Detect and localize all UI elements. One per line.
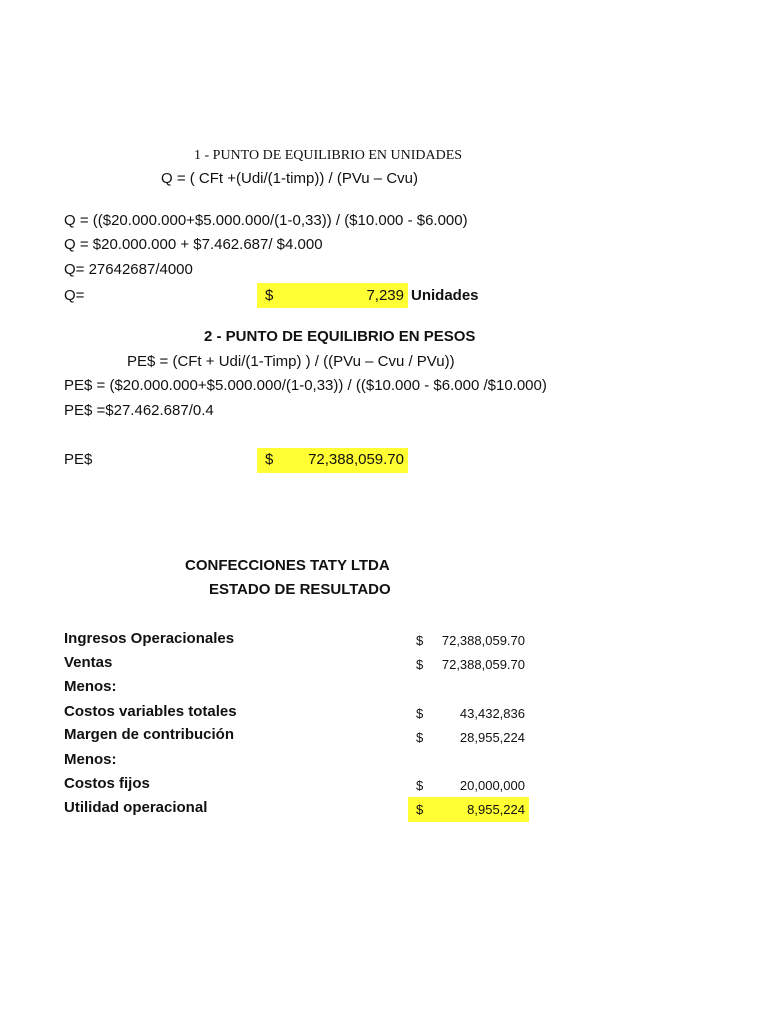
- section2-result-label: PE$: [64, 451, 93, 468]
- section1-title: 1 - PUNTO DE EQUILIBRIO EN UNIDADES: [194, 148, 463, 163]
- section2-result-value: 72,388,059.70: [308, 451, 404, 468]
- section2-line2: PE$ =$27.462.687/0.4: [64, 402, 214, 419]
- statement-row-label: Menos:: [64, 751, 117, 768]
- section1-line3: Q= 27642687/4000: [64, 261, 193, 278]
- statement-row-currency: $: [416, 802, 424, 817]
- statement-row-value: 72,388,059.70: [441, 633, 525, 648]
- statement-row-currency: $: [416, 633, 424, 648]
- statement-row-label: Costos variables totales: [64, 703, 237, 720]
- statement-title: ESTADO DE RESULTADO: [209, 581, 391, 598]
- section1-line1: Q = (($20.000.000+$5.000.000/(1-0,33)) / ($10.000 - $6.000): [64, 212, 468, 229]
- section1-result-unit: Unidades: [411, 287, 479, 304]
- section2-result-currency: $: [265, 451, 274, 468]
- statement-row-currency: $: [416, 657, 424, 672]
- section1-formula: Q = ( CFt +(Udi/(1-timp)) / (PVu – Cvu): [161, 170, 418, 187]
- section1-result-value: 7,239: [366, 287, 404, 304]
- statement-row-value: 8,955,224: [467, 802, 525, 817]
- statement-row-currency: $: [416, 706, 424, 721]
- statement-row-value: 28,955,224: [459, 730, 525, 745]
- section2-formula: PE$ = (CFt + Udi/(1-Timp) ) / ((PVu – Cvu / PVu)): [127, 353, 455, 370]
- statement-row-label: Ventas: [64, 654, 113, 671]
- statement-company: CONFECCIONES TATY LTDA: [185, 557, 390, 574]
- statement-row-value: 20,000,000: [459, 778, 525, 793]
- statement-row-label: Margen de contribución: [64, 726, 235, 743]
- section1-result-label: Q=: [64, 287, 85, 304]
- section2-line1: PE$ = ($20.000.000+$5.000.000/(1-0,33)) / (($10.000 - $6.000 /$10.000): [64, 377, 547, 394]
- statement-row-currency: $: [416, 730, 424, 745]
- statement-row-label: Utilidad operacional: [64, 799, 208, 816]
- statement-row-label: Ingresos Operacionales: [64, 630, 235, 647]
- statement-row-value: 72,388,059.70: [441, 657, 525, 672]
- statement-row-currency: $: [416, 778, 424, 793]
- section1-line2: Q = $20.000.000 + $7.462.687/ $4.000: [64, 236, 323, 253]
- statement-row-label: Menos:: [64, 678, 117, 695]
- section1-result-currency: $: [265, 287, 274, 304]
- statement-row-value: 43,432,836: [459, 706, 525, 721]
- statement-row-label: Costos fijos: [64, 775, 150, 792]
- section2-title: 2 - PUNTO DE EQUILIBRIO EN PESOS: [204, 328, 476, 345]
